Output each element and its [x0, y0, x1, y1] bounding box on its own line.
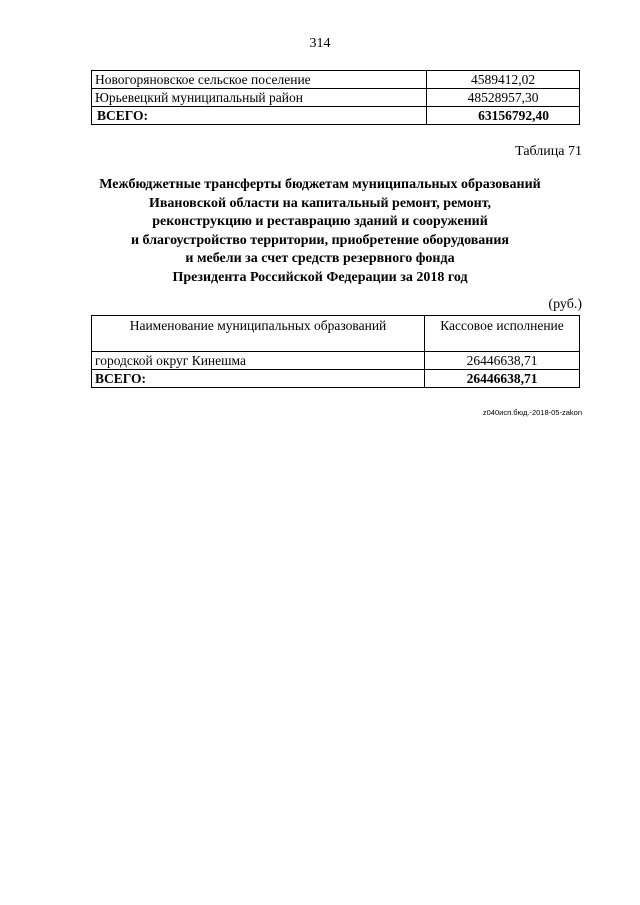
title-line: реконструкцию и реставрацию зданий и сооружений	[152, 214, 488, 229]
municipality-name-cell: городской округ Кинешма	[92, 352, 425, 370]
continued-transfers-table	[91, 70, 580, 125]
total-row	[92, 107, 580, 125]
total-amount-cell: 63156792,40	[427, 107, 580, 125]
table-row	[92, 352, 580, 370]
column-header-name: Наименование муниципальных образований	[92, 316, 425, 352]
table-header-row	[92, 316, 580, 352]
amount-cell: 26446638,71	[425, 352, 580, 370]
page-number: 314	[309, 36, 331, 51]
column-header-amount: Кассовое исполнение	[425, 316, 580, 352]
title-line: и мебели за счет средств резервного фонда	[185, 251, 455, 266]
table-row	[92, 89, 580, 107]
units-label: (руб.)	[548, 297, 582, 312]
amount-cell: 48528957,30	[427, 89, 580, 107]
table-caption: Таблица 71	[515, 144, 582, 159]
title-line: Межбюджетные трансферты бюджетам муниципальных образований	[99, 177, 541, 192]
table-title	[0, 176, 640, 287]
document-code: z040исп.бюд.-2018-05-zakon	[482, 408, 582, 417]
total-row	[92, 370, 580, 388]
title-line: Президента Российской Федерации за 2018 год	[172, 269, 468, 285]
total-amount-cell: 26446638,71	[425, 370, 580, 388]
transfers-table	[91, 315, 580, 388]
title-line: и благоустройство территории, приобретение оборудования	[130, 232, 510, 248]
municipality-name-cell: Новогоряновское сельское поселение	[92, 71, 427, 89]
total-label-cell: ВСЕГО:	[92, 107, 427, 125]
total-label-cell: ВСЕГО:	[92, 370, 425, 388]
municipality-name-cell: Юрьевецкий муниципальный район	[92, 89, 427, 107]
table-row	[92, 71, 580, 89]
title-line: Ивановской области на капитальный ремонт, ремонт,	[148, 195, 492, 211]
amount-cell: 4589412,02	[427, 71, 580, 89]
